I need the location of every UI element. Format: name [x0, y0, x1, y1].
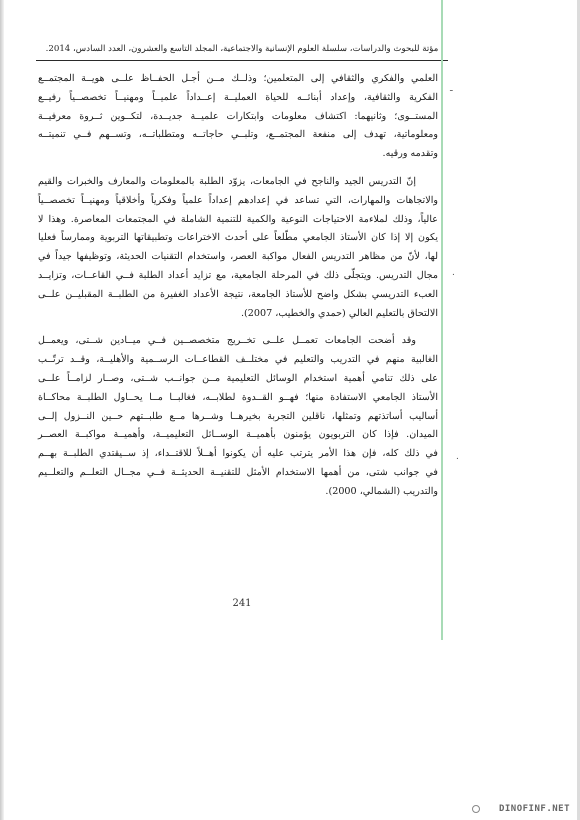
text-line: الأستاذ الجامعي الاستفادة منها؛ فهــو القــدوة لطلابــه، فغالبــا مــا يحــاول الطلبــة محاكــاة: [38, 391, 438, 403]
text-line: وقد أضحت الجامعات تعمــل علــى تخــريج متخصصــين فــي ميــادين شــتى، ويعمــل: [38, 335, 416, 347]
header-divider: [36, 60, 448, 61]
text-line: الميدان. فإذا كان التربويون يؤمنون بأهميــة الوســائل التعليميــة، وأهميــة مواكبــة العصــر: [38, 429, 438, 441]
text-line: العبء التدريسي بشكل واضح للأستاذ الجامعة، نتيجة الأعداد الغفيرة من الطلبــة المقبليــن علــى: [38, 288, 438, 300]
running-header: مؤتة للبحوث والدراسات، سلسلة العلوم الإنسانية والاجتماعية، المجلد التاسع والعشرون، العدد السادس، 2014.: [45, 44, 439, 54]
watermark-logo-icon: [472, 805, 480, 813]
text-line: لها، لأنّ من مظاهر التدريس الفعال مواكبة العصر، واستخدام التقنيات الحديثة، وتوظيفها جيداً في: [38, 251, 438, 263]
text-line: عالياً، وذلك لملاءمة الاحتياجات النوعية والكمية للتنمية الشاملة في المجتمعات المعاصرة. وهذا لا: [38, 213, 438, 225]
margin-rule: [441, 0, 443, 640]
page-number: 241: [232, 598, 252, 609]
text-line: في ذلك كله، فإن هذا الأمر يترتب عليه أن يكونوا أهــلاً للاقتــداء، إذ ســيقتدي الطلبــة بهــم: [38, 448, 438, 460]
text-line: في جوانب شتى، من أهمها الاستخدام الأمثل للتقنيــة الحديثــة فــي مجــال التعلــم والتعلــيم: [38, 466, 438, 478]
text-line: أساليب أساتذتهم وتمثلها، ناقلين التجربة بخيرهــا وشــرها مــع طلبــتهم حــين النــزول إلــى: [38, 410, 438, 422]
article-body: [38, 70, 438, 502]
text-line: والاتجاهات والمهارات، التي تساعد في إعدادهم إعداداً علمياً وفكرياً وأخلاقياً ومهنيــاً تخصصــياً: [38, 194, 438, 206]
text-line: الالتحاق بالتعليم العالي (حمدي والخطيب، 2007).: [241, 307, 438, 319]
watermark: DINOFINF.NET: [498, 804, 570, 814]
text-line: الغالبية منهم في التدريب والتعليم في مختلــف القطاعــات الرســمية والأهليــة، وقــد ترتّــب: [38, 354, 438, 366]
text-line: والتدريب (الشمالي، 2000).: [325, 485, 438, 497]
text-line: مجال التدريس. ويتجلّى ذلك في المرحلة الجامعية، مع تزايد أعداد الطلبة فــي القاعــات، وتزايــد: [38, 269, 438, 281]
paragraph-2: [38, 173, 438, 323]
text-line: ومعلوماتية، تهدف إلى منفعة المجتمــع، وتلبــي حاجاتــه ومتطلباتــه، وتســهم فــي تنميتــه: [38, 129, 438, 141]
text-line: يكون إلا إذا كان الأستاذ الجامعي مطّلعاً على أحدث الاختراعات وتطبيقاتها التربوية وممارساً فعليا: [38, 232, 438, 244]
text-line: وتقدمه ورقيه.: [382, 148, 438, 160]
text-line: الفكرية والثقافية، وإعداد أبنائــه للحياة العمليــة إعــداداً علميــاً ومهنيــاً تخصصــياً رفيــع: [38, 91, 438, 103]
text-line: المستــوى؛ وثانيهما: اكتشاف معلومات وابتكارات علميــة جديــدة، لتكــوين ثــروة معرفيــة: [38, 110, 438, 122]
text-line: على ذلك تنامي أهمية استخدام الوسائل التعليمية مــن جوانــب شــتى، وصــار لزامــاً علــى: [38, 372, 438, 384]
paragraph-3: [38, 332, 438, 501]
page-left-shadow: [0, 0, 4, 820]
text-line: العلمي والفكري والثقافي إلى المتعلمين؛ وذلــك مــن أجـل الحفــاظ علــى هويــة المجتمــع: [38, 73, 438, 84]
margin-mark: .: [456, 452, 459, 462]
paragraph-1: [38, 70, 438, 164]
text-line: إنّ التدريس الجيد والناجح في الجامعات، يزوّد الطلبة بالمعلومات والمعارف والخبرات والقيم: [38, 175, 416, 187]
margin-mark: ـ: [450, 84, 453, 94]
margin-mark: .: [452, 268, 455, 278]
